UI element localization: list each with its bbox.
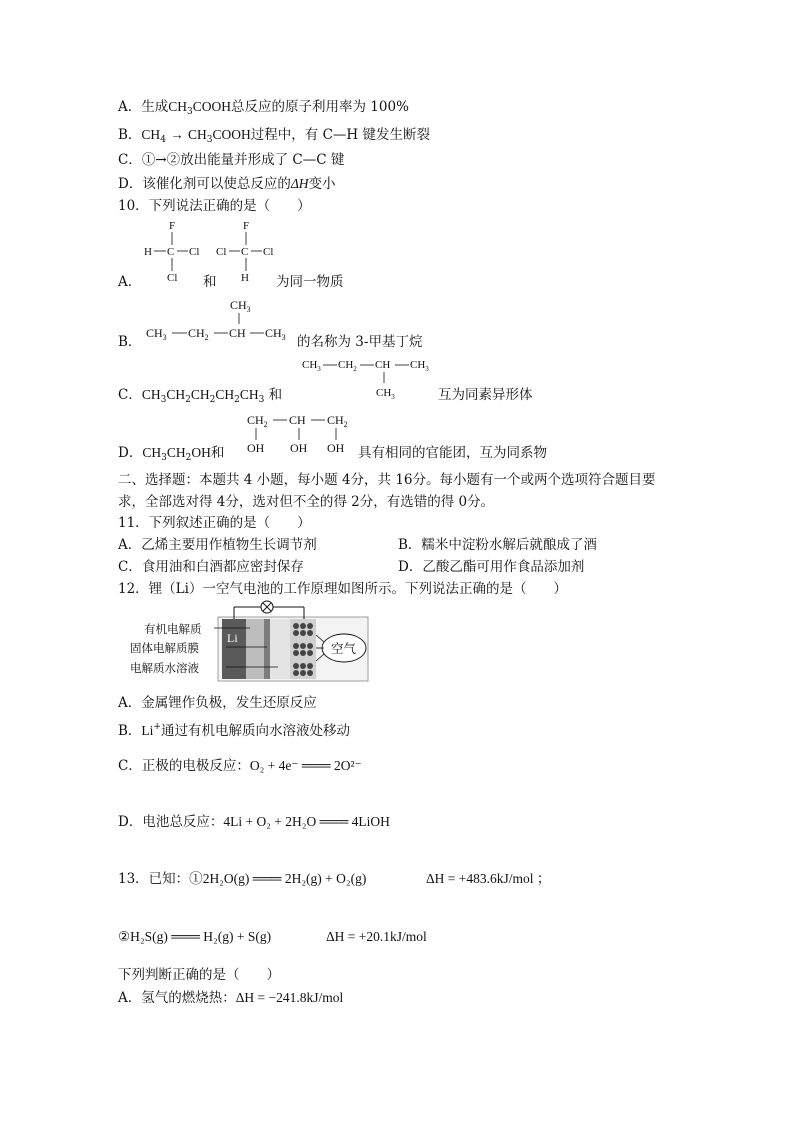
section2-instructions-1: 二、选择题：本题共 4 小题，每小题 4分，共 16分。每小题有一个或两个选项符合题目要 <box>118 472 656 488</box>
q12-option-d: D．电池总反应：4Li + O₂ + 2H₂O ═══ 4LiOH <box>118 814 390 830</box>
q9-option-a: A．生成$CH_3COOH$总反应的原子利用率为 100% <box>118 99 409 117</box>
svg-text:Cl: Cl <box>216 246 227 258</box>
q10-option-a-post: 为同一物质 <box>276 274 344 290</box>
section2-instructions-2: 求，全部选对得 4分，选对但不全的得 2分，有选错的得 0分。 <box>118 494 495 510</box>
svg-text:CH: CH <box>375 359 391 371</box>
svg-text:C: C <box>167 246 175 258</box>
q12-option-c: C．正极的电极反应：O₂ + 4e⁻ ═══ 2O²⁻ <box>118 758 362 774</box>
svg-text:CH3: $CH_3$ <box>376 387 395 399</box>
svg-text:CH3: $CH_3$ <box>302 359 321 373</box>
q10-c-structure <box>300 355 440 399</box>
svg-text:CH2: $CH_2$ <box>338 359 357 373</box>
q10-b-structure <box>144 296 304 342</box>
label-aqueous-electrolyte: 电解质水溶液 <box>130 661 199 675</box>
label-solid-membrane: 固体电解质膜 <box>130 641 199 655</box>
struct-a1-f: F <box>169 220 176 232</box>
q10-option-c: C．$CH_3CH_2CH_2CH_2CH_3$ 和 <box>118 387 283 405</box>
q12-option-b: B．Li+通过有机电解质向水溶液处移动 <box>118 722 350 739</box>
q9-option-d: D．该催化剂可以使总反应的ΔH变小 <box>118 176 336 192</box>
q9-option-b: B．$CH_4$ → $CH_3COOH$过程中，有 C—H 键发生断裂 <box>118 127 430 145</box>
struct-a1-h: H <box>144 246 152 258</box>
svg-text:CH2: $CH_2$ <box>327 413 348 429</box>
q10-option-c-post: 互为同素异形体 <box>438 387 533 403</box>
svg-text:Cl: Cl <box>189 246 200 258</box>
q10-stem: 10．下列说法正确的是（ ） <box>118 198 311 214</box>
svg-text:CH2: $CH_2$ <box>247 413 268 429</box>
q13-option-a: A．氢气的燃烧热：ΔH = −241.8kJ/mol <box>118 990 344 1006</box>
q10-option-d: D．$CH_3CH_2OH$和 <box>118 445 225 463</box>
q10-d-structure <box>245 410 365 458</box>
q11-option-c: C．食用油和白酒都应密封保存 <box>118 559 304 575</box>
svg-text:CH: CH <box>229 326 246 340</box>
svg-text:Cl: Cl <box>263 246 274 258</box>
svg-text:OH: OH <box>327 441 345 455</box>
q11-option-d: D．乙酸乙酯可用作食品添加剂 <box>398 559 585 575</box>
svg-text:OH: OH <box>247 441 265 455</box>
q10-option-b-post: 的名称为 3-甲基丁烷 <box>297 334 423 350</box>
svg-text:CH2: $CH_2$ <box>188 326 209 342</box>
label-li: Li <box>227 631 238 645</box>
svg-text:CH3: $CH_3$ <box>410 359 429 373</box>
q13-eq2: ②H₂S(g) ═══ H₂(g) + S(g) <box>118 929 272 945</box>
arrow-icon: → <box>170 127 184 142</box>
label-organic-electrolyte: 有机电解质 <box>144 622 202 636</box>
q10-option-b-label: B． <box>118 334 142 350</box>
svg-text:CH3: $CH_3$ <box>265 326 286 342</box>
q13-dh2: ΔH = +20.1kJ/mol <box>326 929 427 944</box>
label-air: 空气 <box>331 641 357 656</box>
q12-stem: 12．锂（Li）一空气电池的工作原理如图所示。下列说法正确的是（ ） <box>118 581 567 597</box>
q11-option-b: B．糯米中淀粉水解后就酿成了酒 <box>398 537 597 553</box>
struct-a2-f: F <box>243 220 250 232</box>
svg-text:H: H <box>241 272 249 284</box>
q11-option-a: A．乙烯主要用作植物生长调节剂 <box>118 537 317 553</box>
svg-text:CH3: $CH_3$ <box>146 326 167 342</box>
battery-diagram <box>128 599 370 683</box>
svg-text:C: C <box>241 246 249 258</box>
q13-stem: 13．已知：①2H₂O(g) ═══ 2H₂(g) + O₂(g) <box>118 871 367 887</box>
svg-text:Cl: Cl <box>167 272 178 284</box>
svg-text:OH: OH <box>290 441 308 455</box>
q12-option-a: A．金属锂作负极，发生还原反应 <box>118 695 317 711</box>
q9-option-c: C．①→②放出能量并形成了 C—C 键 <box>118 152 345 168</box>
svg-text:CH3: $CH_3$ <box>230 298 251 314</box>
q11-stem: 11．下列叙述正确的是（ ） <box>118 515 311 531</box>
q10-option-a: A． <box>118 274 142 290</box>
q13-dh1: ΔH = +483.6kJ/mol ； <box>426 871 551 886</box>
svg-text:CH: CH <box>289 413 306 427</box>
q10-option-a-mid: 和 <box>203 274 217 290</box>
q13-stem2: 下列判断正确的是（ ） <box>118 967 280 983</box>
q10-option-d-post: 具有相同的官能团，互为同系物 <box>358 445 547 461</box>
